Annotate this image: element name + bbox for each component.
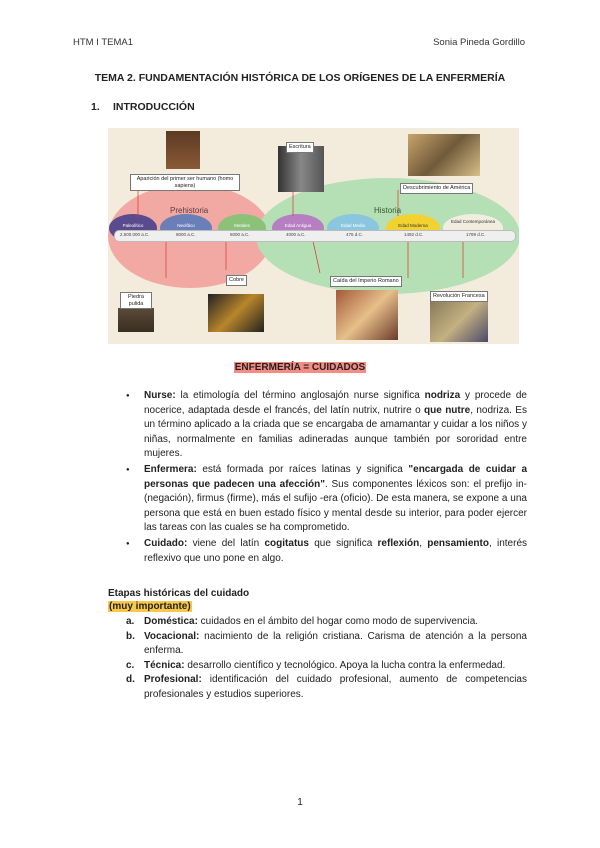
writing-tablet-image xyxy=(278,146,324,192)
pill-edad-antigua: Edad Antigua xyxy=(284,223,312,228)
date-7: 1789 d.C. xyxy=(466,232,486,237)
list-item: d. Profesional: identificación del cuidado profesional, aumento de competencias profesionales y estudios superiores. xyxy=(126,674,527,700)
list-item: ● Nurse: la etimología del término anglosajón nurse significa nodriza y procede de nocerice, adaptada desde el francés, del latín nutrix, nutrire o que nutre, nodriza. Es un término aplicado a la criada que se encargaba de amamantar y cuidar a los niños y niñas, normalmente en familias adineradas aunque también por sororidad entre mujeres. xyxy=(144,389,527,462)
list-item: ● Enfermera: está formada por raíces latinas y significa "encargada de cuidar a personas que padecen una afección". Sus componentes léxicos son: el prefijo in- (negación), firmus (firme), más el sufijo -era (oficio). De esta manera, se expone a una persona que está en buen estado físico y mental desde su interior, para poder ejercer las tareas con las cuales se ha comprometido. xyxy=(144,463,527,536)
timeline-bar xyxy=(114,230,516,242)
label-escritura: Escritura xyxy=(286,142,314,153)
french-revolution-image xyxy=(430,302,488,342)
header-right: Sonia Pineda Gordillo xyxy=(433,37,525,48)
era-historia: Historia xyxy=(374,206,402,215)
etapas-title: Etapas históricas del cuidado xyxy=(108,588,250,599)
page-number: 1 xyxy=(297,797,303,808)
date-2: 8000 a.C. xyxy=(176,232,196,237)
label-revolucion: Revolución Francesa xyxy=(430,291,488,302)
pill-paleolitico: Paleolítico xyxy=(122,223,144,228)
label-caida: Caída del Imperio Romano xyxy=(330,276,402,287)
document-title: TEMA 2. FUNDAMENTACIÓN HISTÓRICA DE LOS ORÍGENES DE LA ENFERMERÍA xyxy=(94,72,506,84)
definition-list xyxy=(144,389,527,567)
pill-edad-contemporanea: Edad Contemporánea xyxy=(450,219,496,224)
roman-empire-fall-image xyxy=(336,290,398,340)
copper-image xyxy=(208,294,264,332)
section-heading xyxy=(91,101,195,113)
date-1: 2.500.000 a.C. xyxy=(120,232,150,237)
pill-metales: Metales xyxy=(234,223,250,228)
date-4: 4000 a.C. xyxy=(286,232,306,237)
list-item: ● Cuidado: viene del latín cogitatus que significa reflexión, pensamiento, interés reflexivo que uno pone en algo. xyxy=(144,537,527,566)
history-timeline-figure xyxy=(108,128,519,344)
etapas-list xyxy=(126,615,527,703)
homo-sapiens-image xyxy=(166,131,200,169)
label-piedra: Piedra pulida xyxy=(120,292,152,309)
date-3: 6000 a.C. xyxy=(230,232,250,237)
label-descubrimiento: Descubrimiento de América xyxy=(400,183,473,194)
label-aparicion: Aparición del primer ser humano (homo sapiens) xyxy=(130,174,240,191)
pill-edad-media: Edad Media xyxy=(340,223,366,228)
section-label: INTRODUCCIÓN xyxy=(113,101,195,113)
list-item: c. Técnica: desarrollo científico y tecnológico. Apoya la lucha contra la enfermedad. xyxy=(126,659,506,671)
date-5: 476 d.C. xyxy=(346,232,364,237)
list-item: a. Doméstica: cuidados en el ámbito del hogar como modo de supervivencia. xyxy=(126,616,479,627)
section-number: 1. xyxy=(91,101,100,113)
era-prehistoria: Prehistoria xyxy=(170,206,209,215)
date-6: 1492 d.C. xyxy=(404,232,424,237)
etapas-note: (muy importante) xyxy=(109,601,191,612)
polished-stone-image xyxy=(118,308,154,332)
header-left: HTM I TEMA1 xyxy=(73,37,133,48)
america-discovery-image xyxy=(408,134,480,176)
enfermeria-cuidados-heading: ENFERMERÍA = CUIDADOS xyxy=(234,362,366,373)
pill-neolitico: Neolítico xyxy=(177,223,195,228)
list-item: b. Vocacional: nacimiento de la religión cristiana. Carisma de atención a la persona enferma. xyxy=(126,630,527,657)
pill-edad-moderna: Edad Moderna xyxy=(398,223,428,228)
label-cobre: Cobre xyxy=(226,275,247,286)
